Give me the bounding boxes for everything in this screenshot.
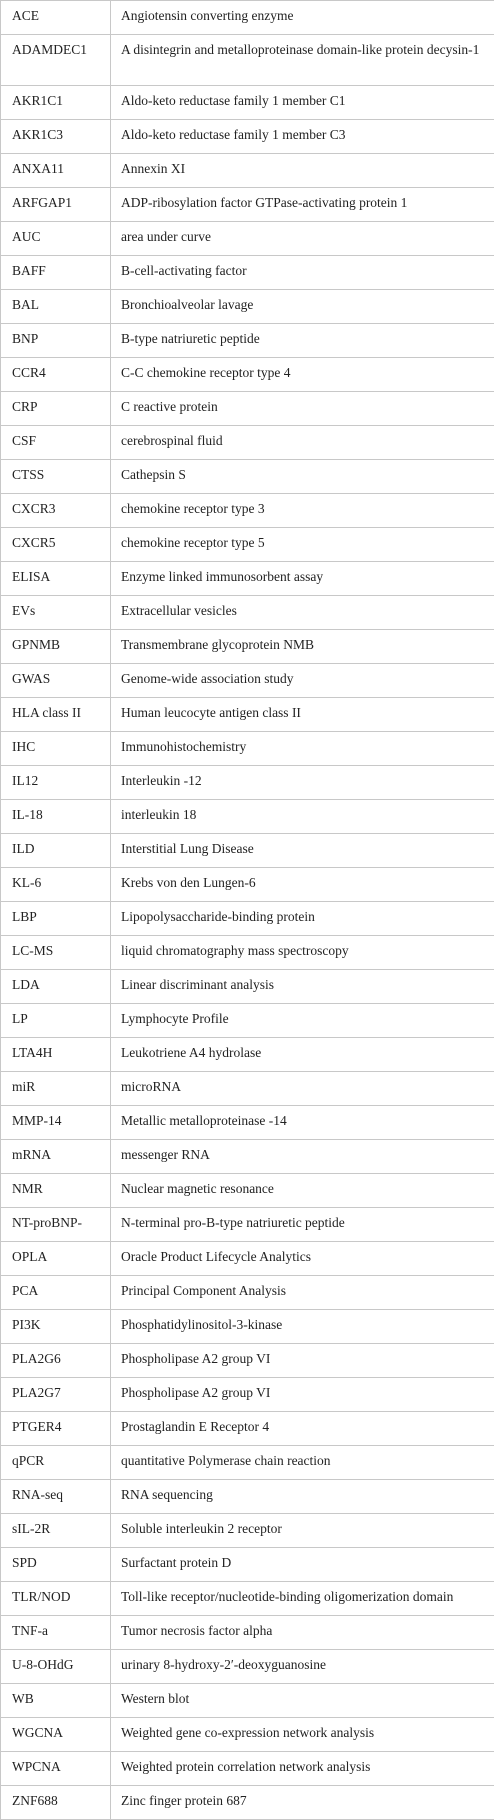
table-row	[1, 1038, 494, 1072]
table-row	[1, 460, 494, 494]
abbreviations-table-body	[1, 1, 494, 1820]
table-row	[1, 936, 494, 970]
definition-cell: Human leucocyte antigen class II	[111, 698, 494, 732]
abbreviation-cell: NT-proBNP-	[1, 1208, 111, 1242]
abbreviation-cell: WB	[1, 1684, 111, 1718]
table-row	[1, 324, 494, 358]
definition-cell: Weighted protein correlation network analysis	[111, 1752, 494, 1786]
abbreviation-cell: LP	[1, 1004, 111, 1038]
definition-cell: chemokine receptor type 5	[111, 528, 494, 562]
table-row	[1, 1276, 494, 1310]
definition-cell: Linear discriminant analysis	[111, 970, 494, 1004]
abbreviation-cell: CRP	[1, 392, 111, 426]
definition-cell: Bronchioalveolar lavage	[111, 290, 494, 324]
table-row	[1, 664, 494, 698]
abbreviation-cell: AKR1C1	[1, 86, 111, 120]
table-row	[1, 970, 494, 1004]
table-row	[1, 1480, 494, 1514]
definition-cell: Cathepsin S	[111, 460, 494, 494]
definition-cell: B-cell-activating factor	[111, 256, 494, 290]
abbreviation-cell: WPCNA	[1, 1752, 111, 1786]
definition-cell: Aldo-keto reductase family 1 member C1	[111, 86, 494, 120]
table-row	[1, 188, 494, 222]
table-row	[1, 120, 494, 154]
abbreviation-cell: NMR	[1, 1174, 111, 1208]
definition-cell: ADP-ribosylation factor GTPase-activating protein 1	[111, 188, 494, 222]
abbreviation-cell: HLA class II	[1, 698, 111, 732]
table-row	[1, 1140, 494, 1174]
definition-cell: Soluble interleukin 2 receptor	[111, 1514, 494, 1548]
abbreviation-cell: GWAS	[1, 664, 111, 698]
table-row	[1, 1072, 494, 1106]
table-row	[1, 358, 494, 392]
table-row	[1, 290, 494, 324]
table-row	[1, 1582, 494, 1616]
table-row	[1, 1378, 494, 1412]
abbreviation-cell: BAL	[1, 290, 111, 324]
definition-cell: Nuclear magnetic resonance	[111, 1174, 494, 1208]
abbreviation-cell: CXCR5	[1, 528, 111, 562]
definition-cell: Oracle Product Lifecycle Analytics	[111, 1242, 494, 1276]
table-row	[1, 1786, 494, 1820]
definition-cell: Principal Component Analysis	[111, 1276, 494, 1310]
abbreviation-cell: sIL-2R	[1, 1514, 111, 1548]
definition-cell: Weighted gene co-expression network analysis	[111, 1718, 494, 1752]
abbreviation-cell: AUC	[1, 222, 111, 256]
abbreviation-cell: LBP	[1, 902, 111, 936]
table-row	[1, 1718, 494, 1752]
abbreviation-cell: IHC	[1, 732, 111, 766]
table-row	[1, 732, 494, 766]
abbreviation-cell: EVs	[1, 596, 111, 630]
abbreviation-cell: miR	[1, 1072, 111, 1106]
table-row	[1, 562, 494, 596]
definition-cell: chemokine receptor type 3	[111, 494, 494, 528]
abbreviation-cell: PCA	[1, 1276, 111, 1310]
table-row	[1, 35, 494, 86]
definition-cell: Toll-like receptor/nucleotide-binding oligomerization domain	[111, 1582, 494, 1616]
table-row	[1, 766, 494, 800]
abbreviation-cell: CXCR3	[1, 494, 111, 528]
definition-cell: interleukin 18	[111, 800, 494, 834]
abbreviation-cell: LC-MS	[1, 936, 111, 970]
abbreviation-cell: ARFGAP1	[1, 188, 111, 222]
abbreviation-cell: BNP	[1, 324, 111, 358]
definition-cell: Phospholipase A2 group VI	[111, 1378, 494, 1412]
abbreviation-cell: OPLA	[1, 1242, 111, 1276]
abbreviation-cell: mRNA	[1, 1140, 111, 1174]
table-row	[1, 1412, 494, 1446]
abbreviation-cell: LDA	[1, 970, 111, 1004]
definition-cell: liquid chromatography mass spectroscopy	[111, 936, 494, 970]
table-row	[1, 86, 494, 120]
abbreviation-cell: ACE	[1, 1, 111, 35]
definition-cell: Extracellular vesicles	[111, 596, 494, 630]
abbreviation-cell: GPNMB	[1, 630, 111, 664]
definition-cell: Surfactant protein D	[111, 1548, 494, 1582]
abbreviation-cell: IL12	[1, 766, 111, 800]
abbreviation-cell: AKR1C3	[1, 120, 111, 154]
definition-cell: Genome-wide association study	[111, 664, 494, 698]
table-row	[1, 1650, 494, 1684]
table-row	[1, 1208, 494, 1242]
definition-cell: Metallic metalloproteinase -14	[111, 1106, 494, 1140]
definition-cell: Leukotriene A4 hydrolase	[111, 1038, 494, 1072]
definition-cell: Lymphocyte Profile	[111, 1004, 494, 1038]
definition-cell: Krebs von den Lungen-6	[111, 868, 494, 902]
table-row	[1, 1616, 494, 1650]
table-row	[1, 392, 494, 426]
abbreviation-cell: PLA2G6	[1, 1344, 111, 1378]
abbreviation-cell: KL-6	[1, 868, 111, 902]
definition-cell: Aldo-keto reductase family 1 member C3	[111, 120, 494, 154]
table-row	[1, 1, 494, 35]
definition-cell: Zinc finger protein 687	[111, 1786, 494, 1820]
definition-cell: Transmembrane glycoprotein NMB	[111, 630, 494, 664]
abbreviation-cell: ANXA11	[1, 154, 111, 188]
definition-cell: urinary 8-hydroxy-2′-deoxyguanosine	[111, 1650, 494, 1684]
abbreviation-cell: CCR4	[1, 358, 111, 392]
abbreviation-cell: TNF-a	[1, 1616, 111, 1650]
definition-cell: A disintegrin and metalloproteinase domain-like protein decysin-1	[111, 35, 494, 86]
table-row	[1, 596, 494, 630]
table-row	[1, 1106, 494, 1140]
table-row	[1, 1174, 494, 1208]
table-row	[1, 1752, 494, 1786]
definition-cell: C-C chemokine receptor type 4	[111, 358, 494, 392]
table-row	[1, 154, 494, 188]
definition-cell: Interstitial Lung Disease	[111, 834, 494, 868]
definition-cell: area under curve	[111, 222, 494, 256]
definition-cell: Tumor necrosis factor alpha	[111, 1616, 494, 1650]
abbreviation-cell: U-8-OHdG	[1, 1650, 111, 1684]
table-row	[1, 1310, 494, 1344]
definition-cell: cerebrospinal fluid	[111, 426, 494, 460]
abbreviation-cell: ELISA	[1, 562, 111, 596]
definition-cell: microRNA	[111, 1072, 494, 1106]
abbreviation-cell: RNA-seq	[1, 1480, 111, 1514]
definition-cell: Interleukin -12	[111, 766, 494, 800]
table-row	[1, 834, 494, 868]
abbreviation-cell: ILD	[1, 834, 111, 868]
abbreviation-cell: TLR/NOD	[1, 1582, 111, 1616]
definition-cell: B-type natriuretic peptide	[111, 324, 494, 358]
definition-cell: Angiotensin converting enzyme	[111, 1, 494, 35]
table-row	[1, 494, 494, 528]
definition-cell: Annexin XI	[111, 154, 494, 188]
definition-cell: Phosphatidylinositol-3-kinase	[111, 1310, 494, 1344]
abbreviation-cell: qPCR	[1, 1446, 111, 1480]
table-row	[1, 868, 494, 902]
table-row	[1, 1446, 494, 1480]
table-row	[1, 902, 494, 936]
table-row	[1, 1242, 494, 1276]
table-row	[1, 426, 494, 460]
abbreviation-cell: CTSS	[1, 460, 111, 494]
abbreviation-cell: IL-18	[1, 800, 111, 834]
abbreviation-cell: ZNF688	[1, 1786, 111, 1820]
definition-cell: messenger RNA	[111, 1140, 494, 1174]
definition-cell: N-terminal pro-B-type natriuretic peptide	[111, 1208, 494, 1242]
abbreviation-cell: PTGER4	[1, 1412, 111, 1446]
table-row	[1, 1344, 494, 1378]
table-row	[1, 630, 494, 664]
table-row	[1, 222, 494, 256]
abbreviation-cell: SPD	[1, 1548, 111, 1582]
table-row	[1, 1004, 494, 1038]
abbreviation-cell: LTA4H	[1, 1038, 111, 1072]
definition-cell: Phospholipase A2 group VI	[111, 1344, 494, 1378]
table-row	[1, 528, 494, 562]
table-row	[1, 1684, 494, 1718]
abbreviation-cell: WGCNA	[1, 1718, 111, 1752]
definition-cell: Enzyme linked immunosorbent assay	[111, 562, 494, 596]
table-row	[1, 800, 494, 834]
definition-cell: Prostaglandin E Receptor 4	[111, 1412, 494, 1446]
table-row	[1, 1514, 494, 1548]
abbreviation-cell: PI3K	[1, 1310, 111, 1344]
definition-cell: Immunohistochemistry	[111, 732, 494, 766]
definition-cell: Lipopolysaccharide-binding protein	[111, 902, 494, 936]
definition-cell: quantitative Polymerase chain reaction	[111, 1446, 494, 1480]
definition-cell: C reactive protein	[111, 392, 494, 426]
abbreviation-cell: MMP-14	[1, 1106, 111, 1140]
abbreviation-cell: BAFF	[1, 256, 111, 290]
abbreviation-cell: ADAMDEC1	[1, 35, 111, 86]
definition-cell: RNA sequencing	[111, 1480, 494, 1514]
table-row	[1, 256, 494, 290]
definition-cell: Western blot	[111, 1684, 494, 1718]
table-row	[1, 1548, 494, 1582]
abbreviation-cell: PLA2G7	[1, 1378, 111, 1412]
abbreviation-cell: CSF	[1, 426, 111, 460]
table-row	[1, 698, 494, 732]
